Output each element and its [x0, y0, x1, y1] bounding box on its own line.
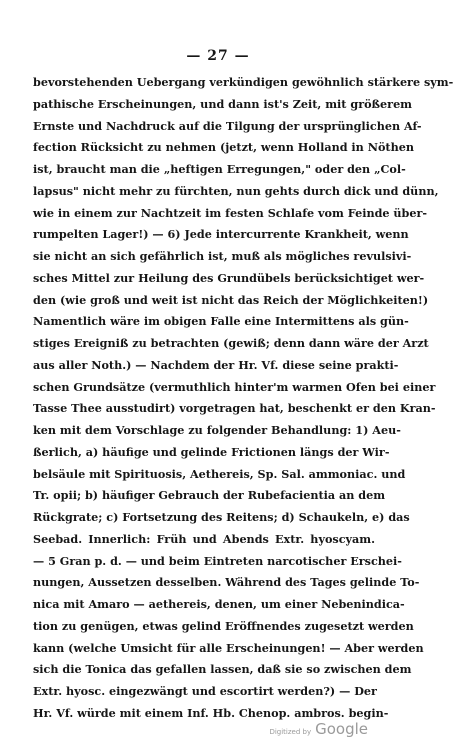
- text-line: tion zu genügen, etwas gelind Eröffnendes zugesetzt werden: [33, 618, 414, 633]
- page-number-header: — 27 —: [186, 48, 250, 64]
- text-line: Tasse Thee ausstudirt) vorgetragen hat, beschenkt er den Kran-: [33, 401, 436, 416]
- digitization-watermark: [269, 720, 368, 738]
- text-line: rumpelten Lager!) — 6) Jede intercurrente Krankheit, wenn: [33, 227, 409, 242]
- text-line: nica mit Amaro — aethereis, denen, um einer Nebenindica-: [33, 597, 405, 611]
- text-line: sich die Tonica das gefallen lassen, daß sie so zwischen dem: [33, 662, 412, 677]
- text-line: Ernste und Nachdruck auf die Tilgung der ursprünglichen Af-: [33, 118, 422, 133]
- text-line: sches Mittel zur Heilung des Grundübels berücksichtiget wer-: [33, 270, 425, 285]
- text-line: den (wie groß und weit ist nicht das Reich der Möglichkeiten!): [33, 292, 429, 307]
- text-line: Seebad. Innerlich: Früh und Abends Extr. hyoscyam.: [33, 531, 375, 546]
- text-line: schen Grundsätze (vermuthlich hinter'm warmen Ofen bei einer: [33, 379, 436, 394]
- text-line: pathische Erscheinungen, und dann ist's Zeit, mit größerem: [33, 96, 413, 111]
- body-text: [33, 72, 453, 725]
- text-line: ist, braucht man die „heftigen Erregungen," oder den „Col-: [33, 162, 406, 176]
- text-line: fection Rücksicht zu nehmen (jetzt, wenn Holland in Nöthen: [33, 140, 414, 155]
- text-line: lapsus" nicht mehr zu fürchten, nun gehts durch dick und dünn,: [33, 183, 439, 198]
- text-line: nungen, Aussetzen desselben. Während des Tages gelinde To-: [33, 575, 420, 590]
- text-line: Extr. hyosc. eingezwängt und escortirt werden?) — Der: [33, 684, 377, 698]
- text-line: aus aller Noth.) — Nachdem der Hr. Vf. diese seine prakti-: [33, 357, 399, 372]
- text-line: Namentlich wäre im obigen Falle eine Intermittens als gün-: [33, 314, 409, 329]
- text-line: stiges Ereigniß zu betrachten (gewiß; denn dann wäre der Arzt: [33, 336, 429, 350]
- text-line: Hr. Vf. würde mit einem Inf. Hb. Chenop. ambros. begin-: [33, 705, 389, 720]
- digitized-by-text: Digitized by: [269, 728, 312, 736]
- text-line: belsäule mit Spirituosis, Aethereis, Sp. Sal. ammoniac. und: [33, 466, 406, 481]
- text-line: wie in einem zur Nachtzeit im festen Schlafe vom Feinde über-: [33, 205, 428, 220]
- text-line: sie nicht an sich gefährlich ist, muß als mögliches revulsivi-: [33, 249, 412, 263]
- text-line: ken mit dem Vorschlage zu folgender Behandlung: 1) Aeu-: [33, 423, 401, 437]
- text-line: kann (welche Umsicht für alle Erscheinungen! — Aber werden: [33, 640, 424, 655]
- text-line: — 5 Gran p. d. — und beim Eintreten narcotischer Erschei-: [33, 553, 402, 568]
- text-line: Tr. opii; b) häufiger Gebrauch der Rubefacientia an dem: [33, 488, 386, 503]
- google-logo: Google: [315, 720, 368, 738]
- text-line: Rückgrate; c) Fortsetzung des Reitens; d) Schaukeln, e) das: [33, 510, 410, 524]
- text-line: bevorstehenden Uebergang verkündigen gewöhnlich stärkere sym-: [33, 75, 453, 89]
- text-line: ßerlich, a) häufige und gelinde Frictionen längs der Wir-: [33, 444, 390, 459]
